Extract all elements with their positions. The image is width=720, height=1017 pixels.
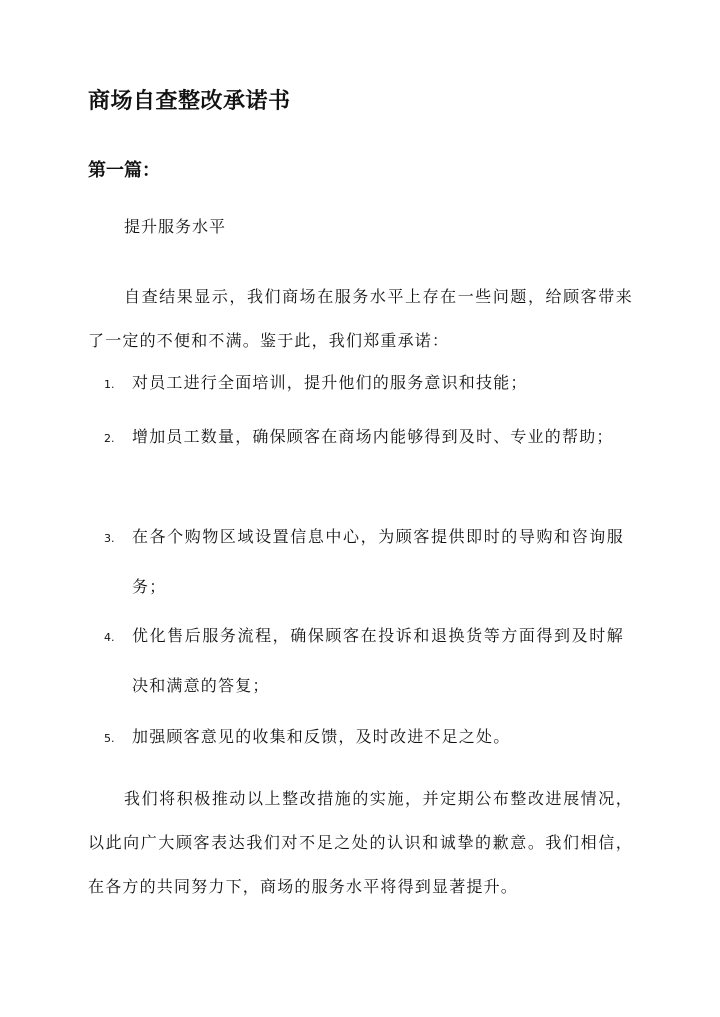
list-item-text: 对员工进行全面培训，提升他们的服务意识和技能； <box>132 373 528 392</box>
list-item-number: 2. <box>104 432 115 445</box>
section-subtitle: 提升服务水平 <box>124 217 227 236</box>
section-heading: 第一篇： <box>88 160 160 181</box>
list-item-number: 4. <box>104 631 115 644</box>
list-item-text: 增加员工数量，确保顾客在商场内能够得到及时、专业的帮助； <box>132 427 614 446</box>
list-item-number: 5. <box>104 732 115 745</box>
list-item <box>104 712 624 762</box>
list-item <box>104 512 624 612</box>
document-title: 商场自查整改承诺书 <box>88 88 291 114</box>
intro-paragraph: 自查结果显示，我们商场在服务水平上存在一些问题，给顾客带来了一定的不便和不满。鉴于此，我们郑重承诺： <box>88 287 633 350</box>
list-item-text: 优化售后服务流程，确保顾客在投诉和退换货等方面得到及时解决和满意的答复； <box>132 626 624 695</box>
list-item-text: 在各个购物区域设置信息中心，为顾客提供即时的导购和咨询服务； <box>132 527 624 596</box>
list-item <box>104 358 624 408</box>
closing-paragraph: 我们将积极推动以上整改措施的实施，并定期公布整改进展情况，以此向广大顾客表达我们对不足之处的认识和诚挚的歉意。我们相信，在各方的共同努力下，商场的服务水平将得到显著提升。 <box>88 789 633 896</box>
list-item-number: 3. <box>104 532 115 545</box>
list-item-text: 加强顾客意见的收集和反馈，及时改进不足之处。 <box>132 727 511 746</box>
list-item <box>104 611 624 711</box>
list-item-number: 1. <box>104 378 115 391</box>
list-item <box>104 412 624 462</box>
